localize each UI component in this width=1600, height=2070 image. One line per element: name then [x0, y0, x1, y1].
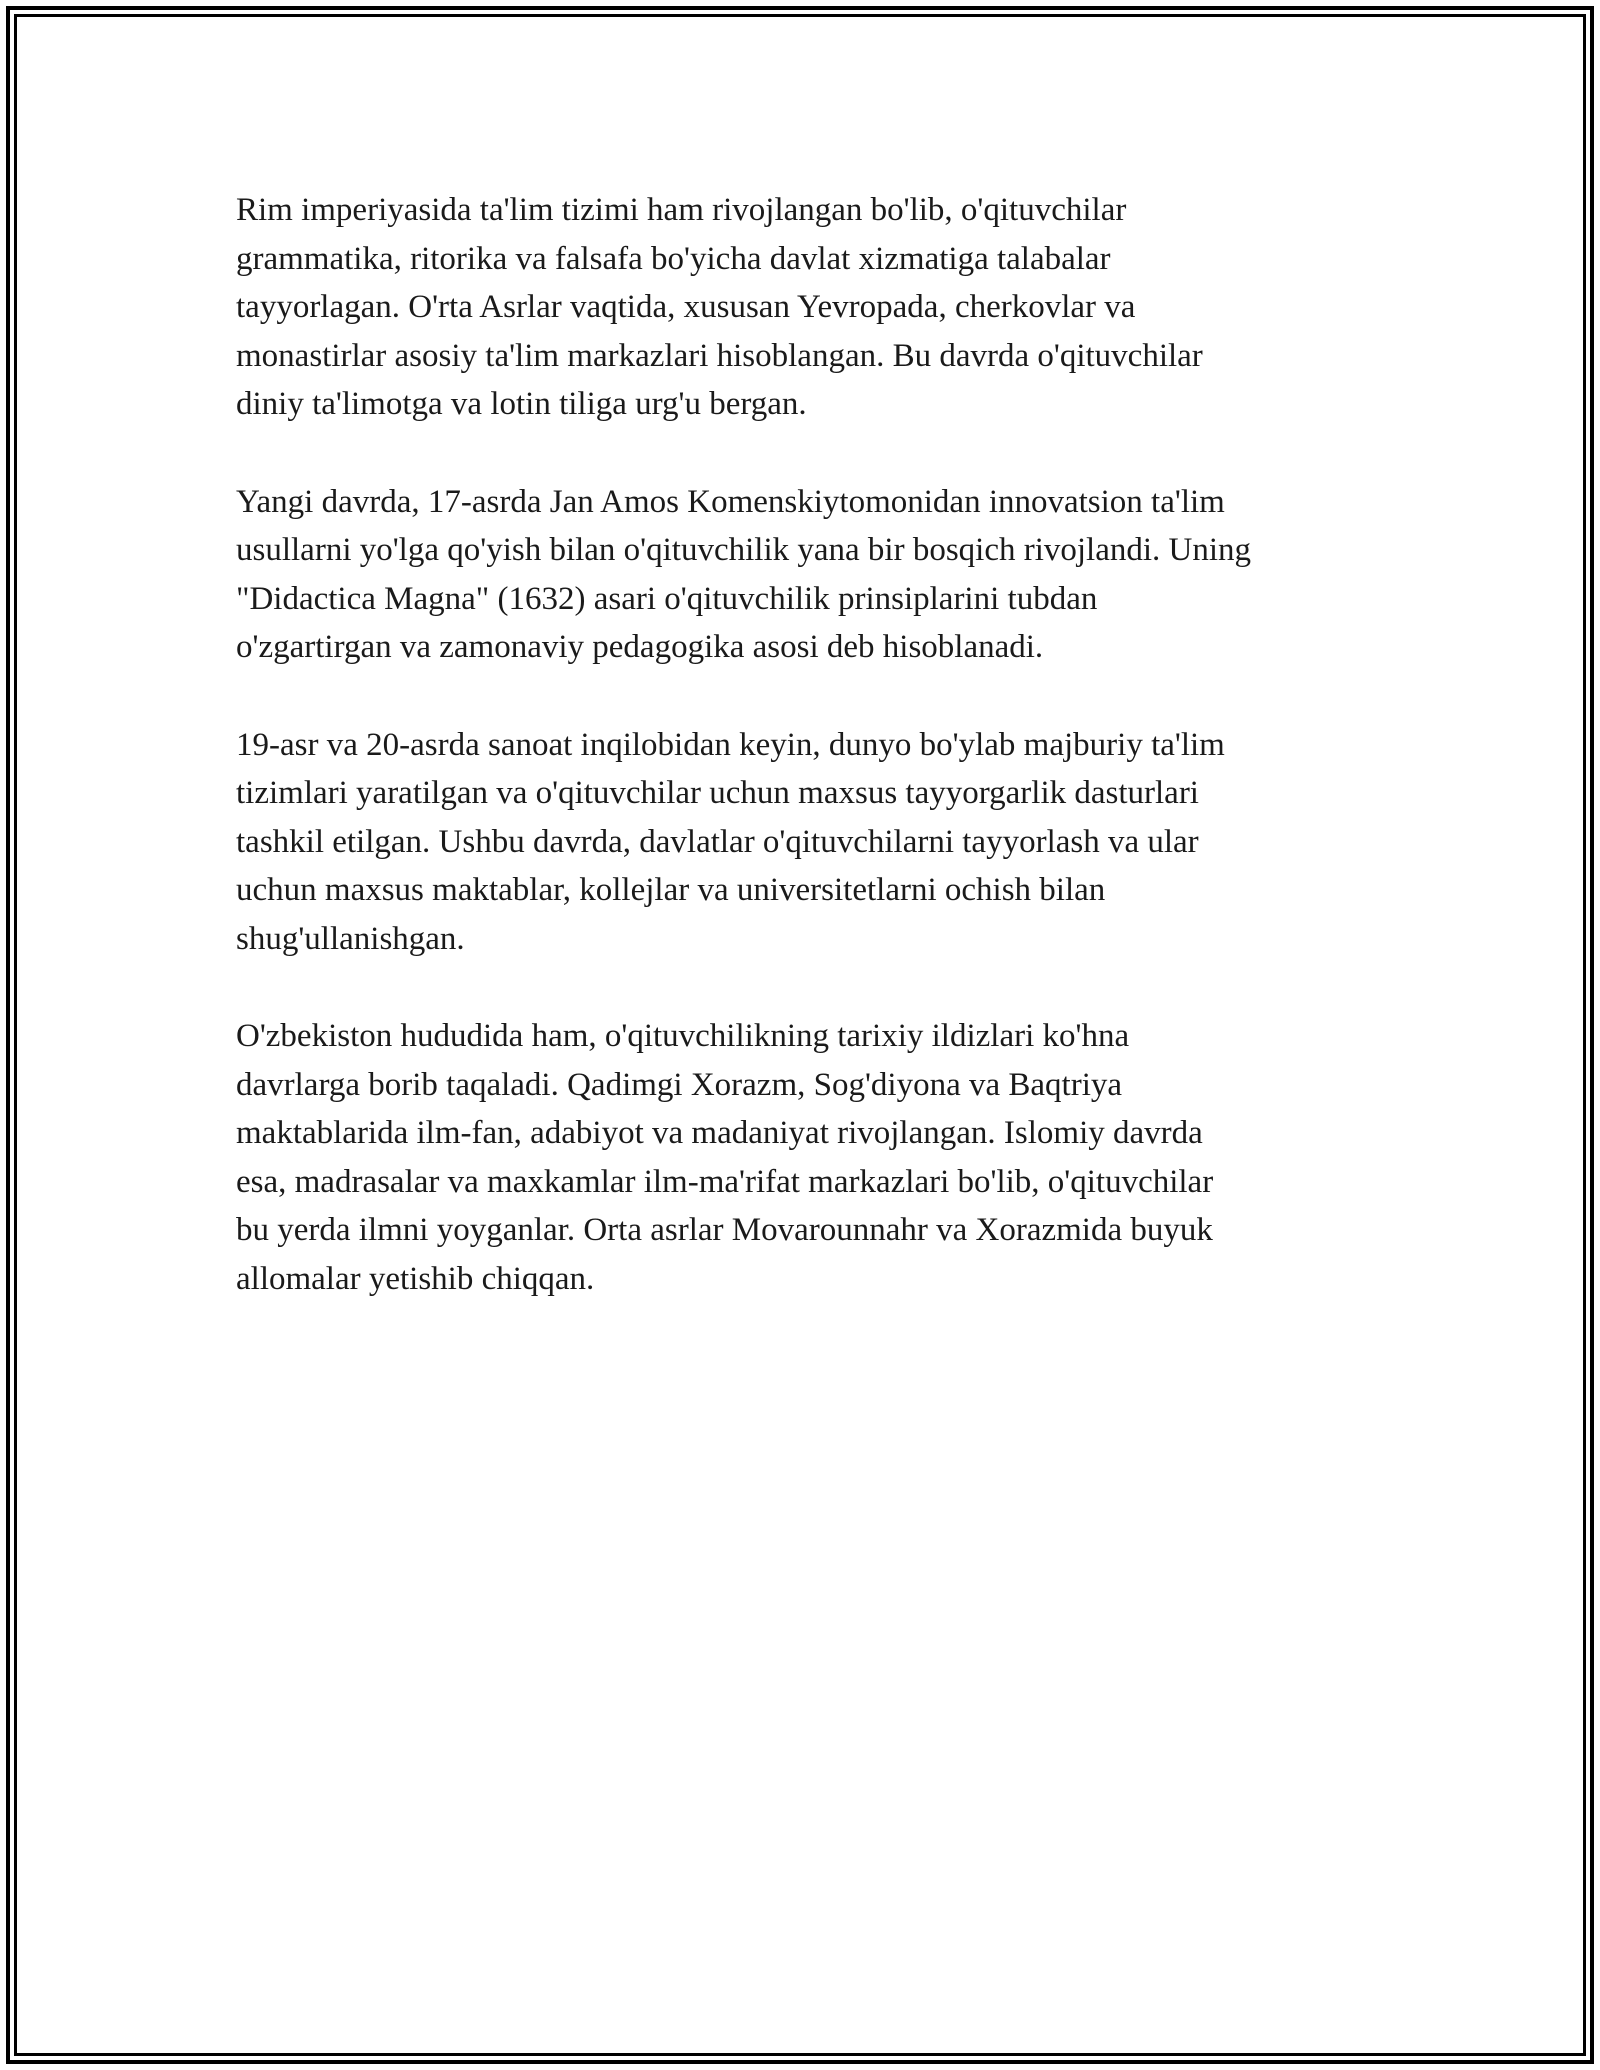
text-line: uchun maxsus maktablar, kollejlar va universitetlarni ochish bilan	[236, 872, 1106, 908]
paragraph-rim-imperiyasi	[236, 186, 1376, 429]
text-line: diniy ta'limotga va lotin tiliga urg'u bergan.	[236, 386, 807, 422]
text-line: Yangi davrda, 17-asrda Jan Amos Komenskiytomonidan innovatsion ta'lim	[236, 483, 1225, 520]
text-line: tayyorlagan. O'rta Asrlar vaqtida, xususan Yevropada, cherkovlar va	[236, 289, 1136, 325]
text-line: "Didactica Magna" (1632) asari o'qituvchilik prinsiplarini tubdan	[236, 580, 1098, 617]
text-line: tizimlari yaratilgan va o'qituvchilar uchun maxsus tayyorgarlik dasturlari	[236, 775, 1199, 811]
text-line: grammatika, ritorika va falsafa bo'yicha davlat xizmatiga talabalar	[236, 240, 1111, 277]
text-line: allomalar yetishib chiqqan.	[236, 1260, 595, 1297]
text-line: maktablarida ilm-fan, adabiyot va madaniyat rivojlangan. Islomiy davrda	[236, 1115, 1203, 1151]
paragraph-ozbekiston	[236, 1012, 1376, 1303]
text-line: davrlarga borib taqaladi. Qadimgi Xorazm, Sog'diyona va Baqtriya	[236, 1066, 1123, 1103]
text-line: monastirlar asosiy ta'lim markazlari hisoblangan. Bu davrda o'qituvchilar	[236, 337, 1203, 374]
paragraph-sanoat-inqilobi	[236, 721, 1376, 964]
text-line: bu yerda ilmni yoyganlar. Orta asrlar Movarounnahr va Xorazmida buyuk	[236, 1212, 1213, 1248]
text-line: esa, madrasalar va maxkamlar ilm-ma'rifat markazlari bo'lib, o'qituvchilar	[236, 1163, 1214, 1200]
text-line: O'zbekiston hududida ham, o'qituvchilikning tarixiy ildizlari ko'hna	[236, 1018, 1130, 1054]
text-line: Rim imperiyasida ta'lim tizimi ham rivojlangan bo'lib, o'qituvchilar	[236, 192, 1127, 228]
paragraph-yangi-davr	[236, 478, 1376, 672]
document-body	[236, 186, 1376, 1352]
text-line: tashkil etilgan. Ushbu davrda, davlatlar o'qituvchilarni tayyorlash va ular	[236, 823, 1199, 860]
text-line: o'zgartirgan va zamonaviy pedagogika asosi deb hisoblanadi.	[236, 629, 1044, 665]
text-line: 19-asr va 20-asrda sanoat inqilobidan keyin, dunyo bo'ylab majburiy ta'lim	[236, 726, 1225, 763]
text-line: usullarni yo'lga qo'yish bilan o'qituvchilik yana bir bosqich rivojlandi. Uning	[236, 532, 1252, 568]
text-line: shug'ullanishgan.	[236, 920, 465, 957]
